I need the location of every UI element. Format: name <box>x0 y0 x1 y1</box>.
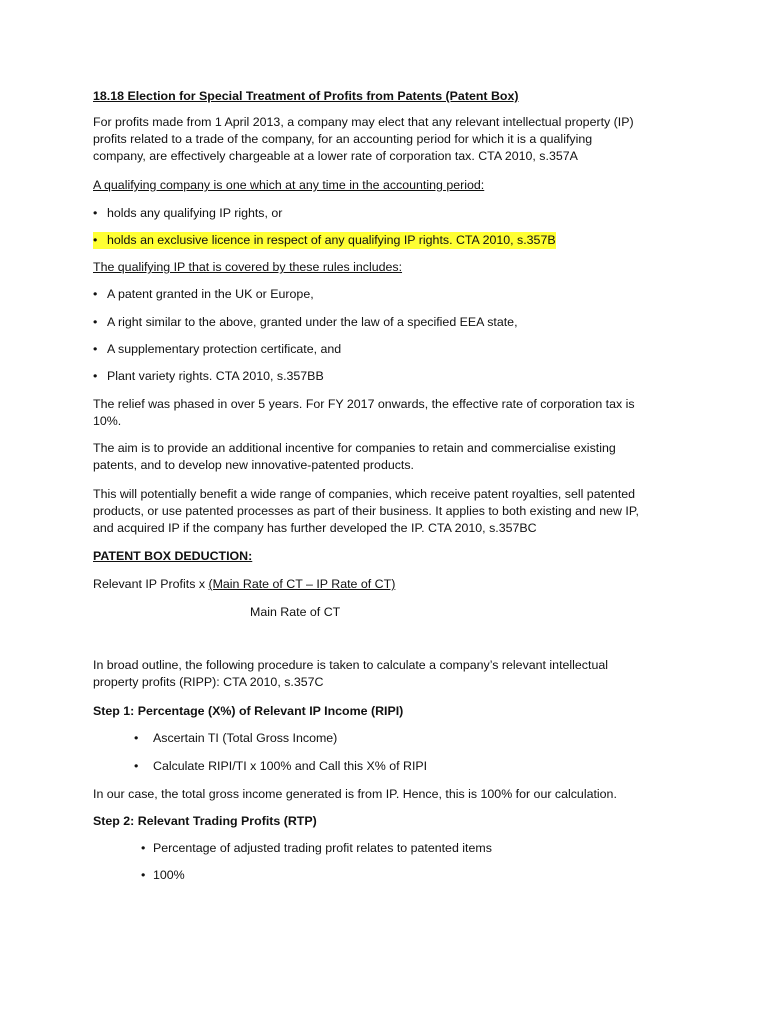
bullet-text: holds an exclusive licence in respect of any qualifying IP rights. CTA 2010, s.357B <box>107 233 556 247</box>
outline-line-2: property profits (RIPP): CTA 2010, s.357C <box>93 675 324 689</box>
qualifying-company-bullet-1 <box>93 205 282 222</box>
qualifying-company-bullet-2-highlighted <box>93 232 556 249</box>
relief-line-1: The relief was phased in over 5 years. For FY 2017 onwards, the effective rate of corporation tax is <box>93 397 635 411</box>
aim-line-2: patents, and to develop new innovative-patented products. <box>93 458 415 472</box>
bullet-text: A right similar to the above, granted under the law of a specified EEA state, <box>107 315 518 329</box>
bullet-icon: • <box>93 342 98 356</box>
bullet-icon: • <box>134 759 139 773</box>
step-1-heading: Step 1: Percentage (X%) of Relevant IP Income (RIPI) <box>93 704 404 718</box>
bullet-icon: • <box>93 233 98 247</box>
bullet-text: A patent granted in the UK or Europe, <box>107 287 314 301</box>
qualifying-ip-bullet <box>93 286 314 303</box>
step-1-bullet: Calculate RIPI/TI x 100% and Call this X% of RIPI <box>153 759 428 773</box>
step-1-note: In our case, the total gross income generated is from IP. Hence, this is 100% for our calculation. <box>93 787 617 801</box>
bullet-icon: • <box>93 315 98 329</box>
relief-line-2: 10%. <box>93 414 122 428</box>
qualifying-ip-bullet <box>93 314 518 331</box>
formula-numerator: (Main Rate of CT – IP Rate of CT) <box>208 577 396 591</box>
step-2-heading: Step 2: Relevant Trading Profits (RTP) <box>93 814 317 828</box>
qualifying-ip-bullet <box>93 368 324 385</box>
bullet-icon: • <box>93 369 98 383</box>
patent-box-deduction-heading: PATENT BOX DEDUCTION: <box>93 549 253 563</box>
bullet-text: holds any qualifying IP rights, or <box>107 206 283 220</box>
benefit-line-2: products, or use patented processes as part of their business. It applies to both existing and new IP, <box>93 504 639 518</box>
bullet-icon: • <box>141 841 146 855</box>
bullet-icon: • <box>141 868 146 882</box>
aim-line-1: The aim is to provide an additional incentive for companies to retain and commercialise existing <box>93 441 616 455</box>
deduction-formula <box>93 576 395 593</box>
bullet-icon: • <box>134 731 139 745</box>
formula-denominator: Main Rate of CT <box>250 605 341 619</box>
formula-prefix: Relevant IP Profits x <box>93 577 209 591</box>
bullet-text: A supplementary protection certificate, and <box>107 342 342 356</box>
benefit-line-1: This will potentially benefit a wide range of companies, which receive patent royalties, sell patented <box>93 487 636 501</box>
intro-line-1: For profits made from 1 April 2013, a company may elect that any relevant intellectual property (IP) <box>93 115 634 129</box>
qualifying-ip-bullet <box>93 341 341 358</box>
step-2-bullet: 100% <box>153 868 185 882</box>
intro-line-2: profits related to a trade of the company, for an accounting period for which it is a qualifying <box>93 132 593 146</box>
step-2-bullet: Percentage of adjusted trading profit relates to patented items <box>153 841 492 855</box>
outline-line-1: In broad outline, the following procedure is taken to calculate a company’s relevant intellectual <box>93 658 608 672</box>
step-1-bullet: Ascertain TI (Total Gross Income) <box>153 731 338 745</box>
intro-line-3: company, are effectively chargeable at a lower rate of corporation tax. CTA 2010, s.357A <box>93 149 578 163</box>
bullet-text: Plant variety rights. CTA 2010, s.357BB <box>107 369 324 383</box>
section-heading: 18.18 Election for Special Treatment of Profits from Patents (Patent Box) <box>93 89 519 103</box>
qualifying-company-heading: A qualifying company is one which at any time in the accounting period: <box>93 178 485 192</box>
qualifying-ip-heading: The qualifying IP that is covered by these rules includes: <box>93 260 403 274</box>
bullet-icon: • <box>93 287 98 301</box>
bullet-icon: • <box>93 206 98 220</box>
benefit-line-3: and acquired IP if the company has further developed the IP. CTA 2010, s.357BC <box>93 521 537 535</box>
